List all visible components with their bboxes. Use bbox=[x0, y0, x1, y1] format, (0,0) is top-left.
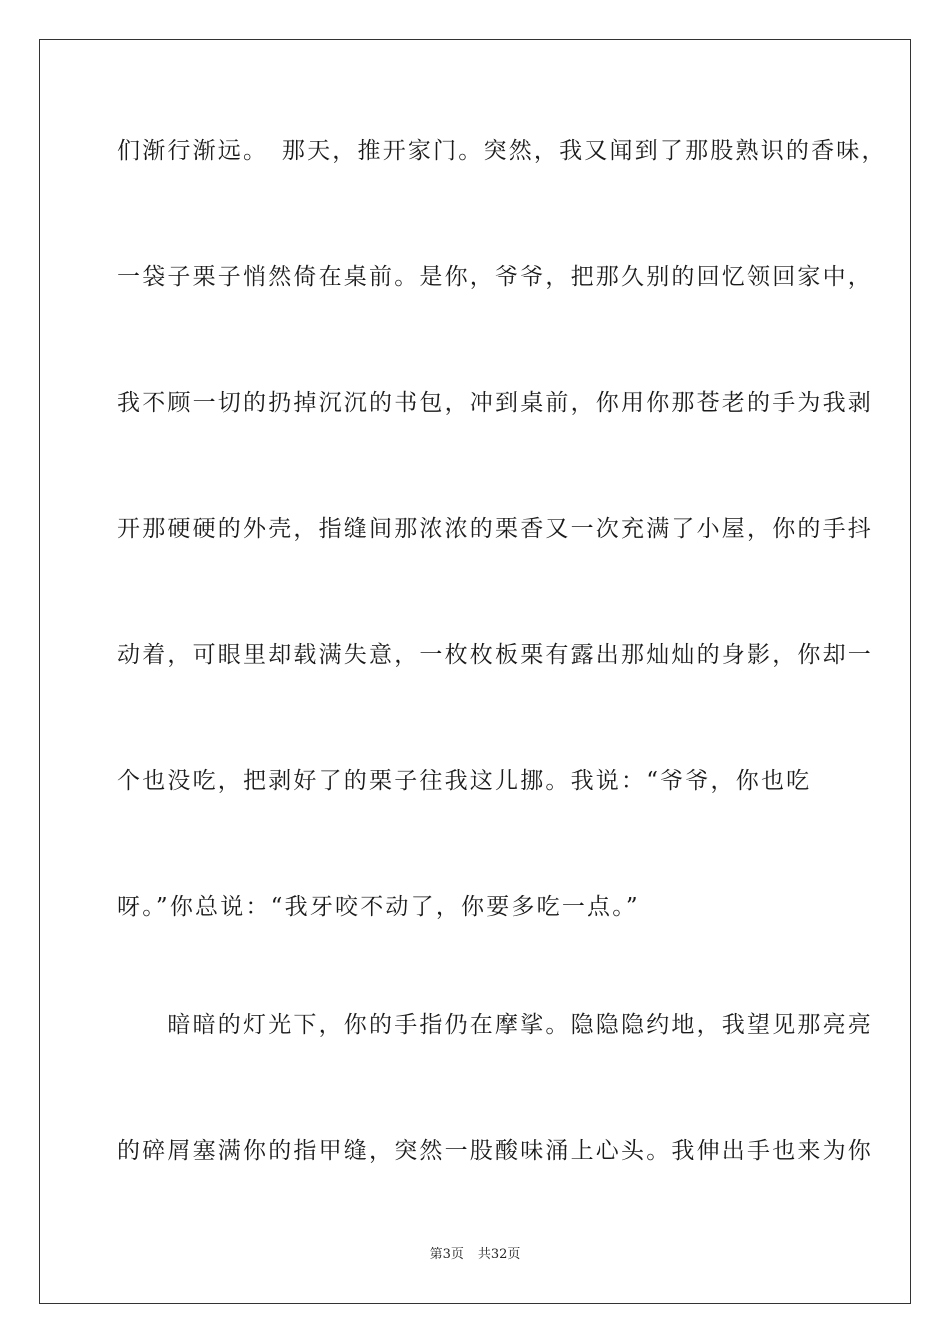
paragraph-line: 呀。”你总说：“我牙咬不动了，你要多吃一点。” bbox=[117, 894, 640, 920]
paragraph-line: 暗暗的灯光下，你的手指仍在摩挲。隐隐隐约地，我望见那亮亮 bbox=[117, 1012, 873, 1038]
page-number: 第3页 bbox=[429, 1247, 464, 1262]
paragraph-line: 们渐行渐远。 那天，推开家门。突然，我又闻到了那股熟识的香味， bbox=[117, 138, 887, 164]
paragraph-line: 个也没吃，把剥好了的栗子往我这儿挪。我说：“爷爷，你也吃 bbox=[117, 768, 812, 794]
page-total: 共32页 bbox=[477, 1247, 521, 1262]
paragraph-line: 的碎屑塞满你的指甲缝，突然一股酸味涌上心头。我伸出手也来为你 bbox=[117, 1138, 873, 1164]
paragraph-line: 动着，可眼里却载满失意，一枚枚板栗有露出那灿灿的身影，你却一 bbox=[117, 642, 873, 668]
paragraph-line: 开那硬硬的外壳，指缝间那浓浓的栗香又一次充满了小屋，你的手抖 bbox=[117, 516, 873, 542]
paragraph-line: 我不顾一切的扔掉沉沉的书包，冲到桌前，你用你那苍老的手为我剥 bbox=[117, 390, 873, 416]
page-border bbox=[39, 39, 911, 1304]
paragraph-line: 一袋子栗子悄然倚在桌前。是你，爷爷，把那久别的回忆领回家中， bbox=[117, 264, 873, 290]
page-footer bbox=[0, 1247, 950, 1263]
